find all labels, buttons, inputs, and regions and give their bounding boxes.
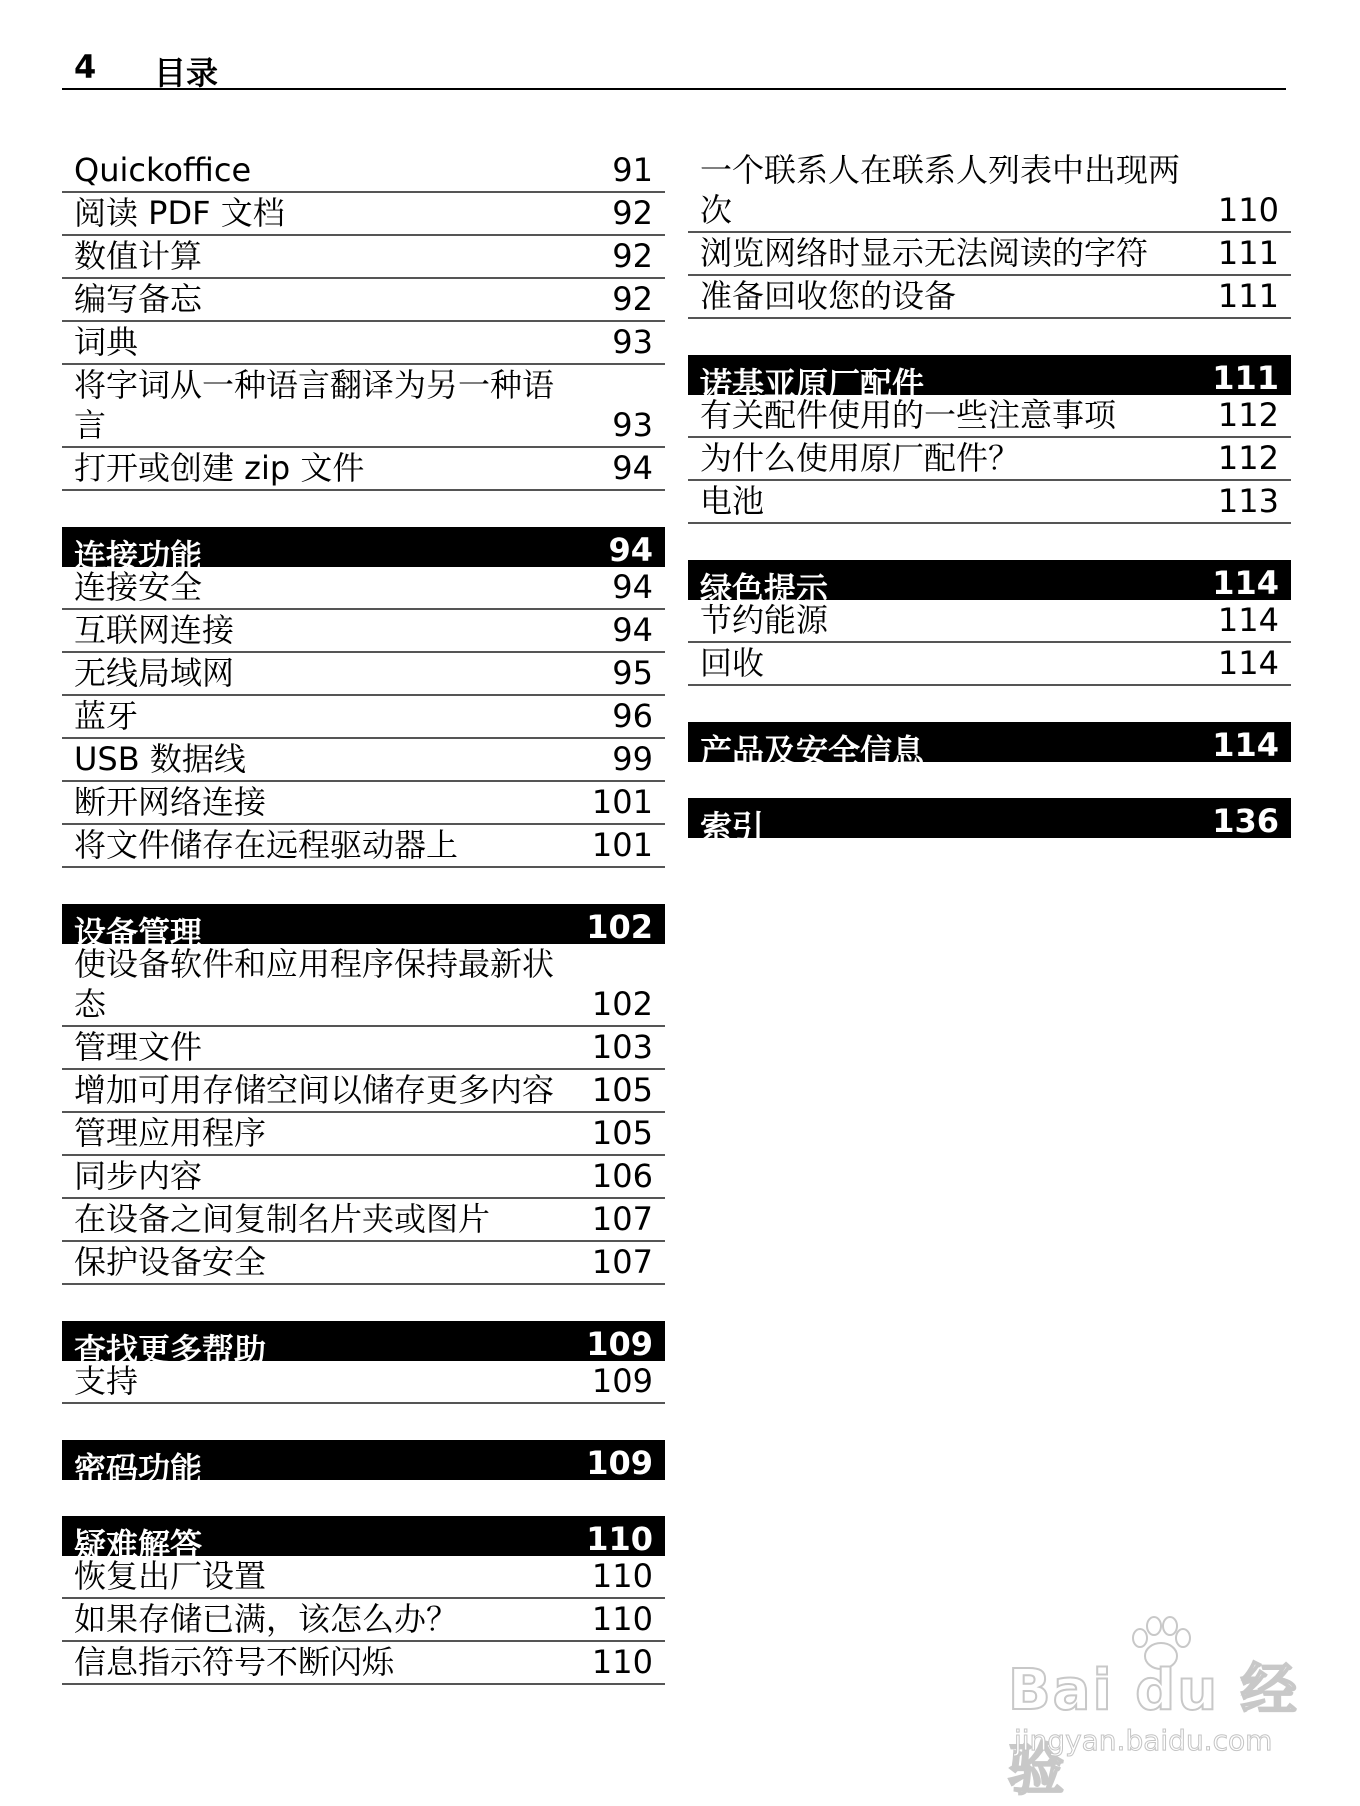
toc-entry[interactable]	[62, 193, 665, 236]
toc-entry-label: 将文件储存在远程驱动器上	[74, 826, 459, 864]
toc-entry[interactable]	[688, 600, 1291, 643]
toc-entry-label: 增加可用存储空间以储存更多内容	[74, 1071, 555, 1109]
toc-entry-label: 在设备之间复制名片夹或图片	[74, 1200, 491, 1238]
toc-entry[interactable]	[62, 944, 665, 1027]
toc-entry[interactable]	[62, 1199, 665, 1242]
baidu-watermark	[1008, 1616, 1308, 1803]
toc-right-column	[688, 150, 1291, 846]
toc-entry-page: 95	[612, 654, 653, 692]
toc-section	[688, 355, 1291, 524]
toc-entry-label: USB 数据线	[74, 740, 246, 778]
page-title: 目录	[154, 54, 219, 92]
toc-entry-label: 连接安全	[74, 568, 203, 606]
section-heading-label: 绿色提示	[700, 570, 829, 608]
toc-entry-page: 106	[591, 1157, 653, 1195]
toc-entry-page: 111	[1217, 277, 1279, 315]
toc-entry[interactable]	[62, 150, 665, 193]
toc-entry-page: 107	[591, 1243, 653, 1281]
toc-entry-page: 101	[591, 826, 653, 864]
toc-entry-label: 将字词从一种语言翻译为另一种语言	[74, 366, 555, 444]
toc-entry-label: 回收	[700, 644, 765, 682]
toc-entry-label: 管理应用程序	[74, 1114, 267, 1152]
toc-section-heading[interactable]	[688, 355, 1291, 403]
section-heading-page: 114	[1212, 726, 1279, 764]
toc-entry-label: 数值计算	[74, 237, 203, 275]
toc-entry-page: 96	[612, 697, 653, 735]
toc-entry-page: 111	[1217, 234, 1279, 272]
section-heading-page: 136	[1212, 802, 1279, 840]
toc-entry-page: 105	[591, 1071, 653, 1109]
toc-section	[688, 798, 1291, 846]
toc-entry-page: 94	[612, 611, 653, 649]
toc-entry[interactable]	[62, 1556, 665, 1599]
toc-entry-label: 使设备软件和应用程序保持最新状态	[74, 945, 555, 1023]
toc-entry-page: 110	[591, 1557, 653, 1595]
toc-entry[interactable]	[62, 567, 665, 610]
toc-entry-page: 94	[612, 568, 653, 606]
toc-entry-label: 管理文件	[74, 1028, 203, 1066]
toc-entry[interactable]	[62, 448, 665, 491]
section-heading-page: 94	[608, 531, 653, 569]
toc-entry-page: 110	[1217, 191, 1279, 229]
toc-entry-label: 同步内容	[74, 1157, 203, 1195]
section-heading-label: 疑难解答	[74, 1526, 203, 1564]
toc-entry-page: 105	[591, 1114, 653, 1152]
toc-entry-label: 断开网络连接	[74, 783, 267, 821]
toc-entry-page: 101	[591, 783, 653, 821]
toc-section	[62, 527, 665, 868]
toc-entry-page: 114	[1217, 601, 1279, 639]
toc-entry-label: 一个联系人在联系人列表中出现两次	[700, 151, 1181, 229]
toc-entry-label: 无线局域网	[74, 654, 235, 692]
toc-section-heading[interactable]	[62, 904, 665, 952]
toc-entry[interactable]	[62, 782, 665, 825]
toc-entry-label: 支持	[74, 1362, 139, 1400]
toc-entry-page: 102	[591, 985, 653, 1023]
toc-entry[interactable]	[62, 1070, 665, 1113]
toc-entry[interactable]	[62, 236, 665, 279]
toc-entry-label: 编写备忘	[74, 280, 203, 318]
toc-section	[688, 560, 1291, 686]
section-heading-page: 114	[1212, 564, 1279, 602]
toc-entry[interactable]	[688, 276, 1291, 319]
toc-section-heading[interactable]	[62, 527, 665, 575]
toc-entry[interactable]	[62, 610, 665, 653]
toc-entry-page: 93	[612, 323, 653, 361]
toc-entry[interactable]	[62, 1361, 665, 1404]
toc-section-heading[interactable]	[688, 798, 1291, 846]
toc-section	[688, 722, 1291, 770]
toc-entry[interactable]	[62, 1027, 665, 1070]
toc-entry-label: 阅读 PDF 文档	[74, 194, 285, 232]
toc-entry-page: 92	[612, 280, 653, 318]
toc-entry-label: 保护设备安全	[74, 1243, 267, 1281]
toc-entry-page: 107	[591, 1200, 653, 1238]
section-heading-label: 产品及安全信息	[700, 732, 925, 770]
toc-entry-label: 恢复出厂设置	[74, 1557, 267, 1595]
toc-section	[688, 150, 1291, 319]
toc-entry-page: 92	[612, 237, 653, 275]
page-header	[62, 46, 1286, 90]
toc-entry[interactable]	[62, 825, 665, 868]
toc-entry-label: 节约能源	[700, 601, 829, 639]
toc-entry[interactable]	[688, 233, 1291, 276]
section-heading-page: 111	[1212, 359, 1279, 397]
toc-entry-page: 110	[591, 1600, 653, 1638]
toc-entry[interactable]	[62, 1242, 665, 1285]
toc-entry-page: 112	[1217, 396, 1279, 434]
watermark-logo-text: Bai du 经验	[1008, 1658, 1299, 1803]
toc-entry-label: 信息指示符号不断闪烁	[74, 1643, 395, 1681]
section-heading-label: 索引	[700, 808, 765, 846]
toc-section-heading[interactable]	[62, 1440, 665, 1488]
toc-entry-page: 110	[591, 1643, 653, 1681]
toc-section	[62, 1440, 665, 1488]
toc-entry-label: 互联网连接	[74, 611, 235, 649]
toc-entry-label: 准备回收您的设备	[700, 277, 957, 315]
toc-section	[62, 1516, 665, 1685]
section-heading-page: 110	[586, 1520, 653, 1558]
toc-entry[interactable]	[62, 1642, 665, 1685]
toc-entry[interactable]	[688, 481, 1291, 524]
section-heading-label: 设备管理	[74, 914, 203, 952]
toc-entry[interactable]	[62, 1156, 665, 1199]
section-heading-label: 密码功能	[74, 1450, 203, 1488]
page-number: 4	[74, 48, 97, 86]
toc-entry-page: 112	[1217, 439, 1279, 477]
toc-entry[interactable]	[688, 643, 1291, 686]
section-heading-label: 诺基亚原厂配件	[700, 365, 925, 403]
toc-section-heading[interactable]	[688, 722, 1291, 770]
toc-entry[interactable]	[62, 653, 665, 696]
toc-entry-page: 103	[591, 1028, 653, 1066]
toc-entry-page: 114	[1217, 644, 1279, 682]
toc-entry-page: 113	[1217, 482, 1279, 520]
toc-entry-page: 92	[612, 194, 653, 232]
toc-entry-label: 打开或创建 zip 文件	[74, 449, 365, 487]
toc-entry[interactable]	[688, 395, 1291, 438]
toc-entry-label: 蓝牙	[74, 697, 139, 735]
toc-entry-label: 如果存储已满，该怎么办？	[74, 1600, 459, 1638]
toc-entry-page: 99	[612, 740, 653, 778]
toc-entry[interactable]	[688, 438, 1291, 481]
section-heading-label: 查找更多帮助	[74, 1331, 267, 1369]
toc-section-heading[interactable]	[62, 1516, 665, 1564]
toc-entry-label: 电池	[700, 482, 765, 520]
toc-entry-label: Quickoffice	[74, 151, 252, 189]
toc-section	[62, 150, 665, 491]
toc-entry[interactable]	[688, 150, 1291, 233]
toc-entry[interactable]	[62, 1599, 665, 1642]
section-heading-page: 102	[586, 908, 653, 946]
toc-entry[interactable]	[62, 739, 665, 782]
section-heading-label: 连接功能	[74, 537, 203, 575]
toc-entry[interactable]	[62, 322, 665, 365]
toc-entry-label: 词典	[74, 323, 139, 361]
section-heading-page: 109	[586, 1444, 653, 1482]
toc-entry-page: 94	[612, 449, 653, 487]
toc-entry[interactable]	[62, 279, 665, 322]
toc-entry-label: 浏览网络时显示无法阅读的字符	[700, 234, 1149, 272]
section-heading-page: 109	[586, 1325, 653, 1363]
toc-entry[interactable]	[62, 365, 665, 448]
watermark-url: jingyan.baidu.com	[1014, 1724, 1273, 1757]
toc-section	[62, 904, 665, 1285]
toc-entry[interactable]	[62, 696, 665, 739]
toc-section-heading[interactable]	[688, 560, 1291, 608]
toc-section	[62, 1321, 665, 1404]
toc-entry-label: 为什么使用原厂配件？	[700, 439, 1021, 477]
toc-entry-page: 93	[612, 406, 653, 444]
toc-left-column	[62, 150, 665, 1685]
toc-entry-label: 有关配件使用的一些注意事项	[700, 396, 1117, 434]
toc-entry[interactable]	[62, 1113, 665, 1156]
toc-section-heading[interactable]	[62, 1321, 665, 1369]
toc-entry-page: 109	[591, 1362, 653, 1400]
toc-entry-page: 91	[612, 151, 653, 189]
